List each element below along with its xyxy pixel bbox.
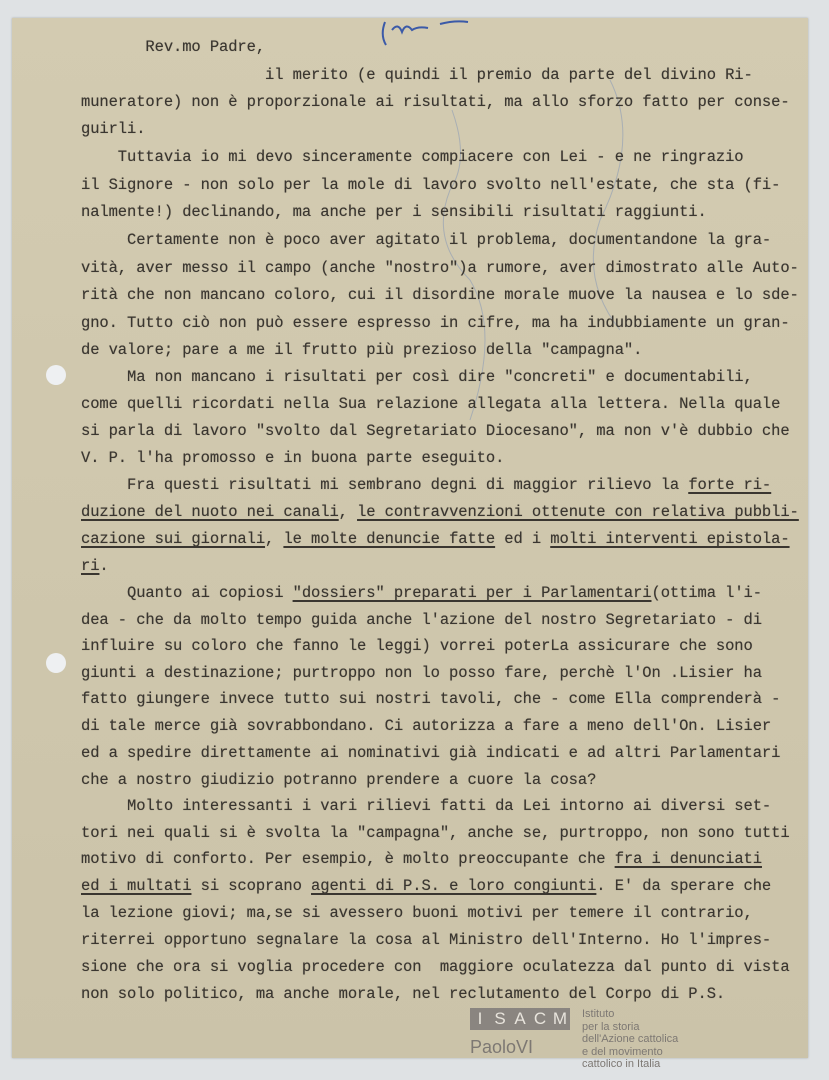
text-segment: ed i — [495, 530, 551, 548]
watermark-letter: S — [494, 1009, 506, 1028]
punch-hole — [46, 653, 66, 673]
text-line — [81, 503, 799, 521]
text-line — [81, 690, 780, 708]
text-line — [81, 341, 642, 359]
text-line — [81, 557, 109, 575]
underlined-text: agenti di P.S. e loro congiunti — [311, 877, 597, 895]
text-segment: riterrei opportuno segnalare la cosa al Ministro dell'Interno. Ho l'impres- — [81, 931, 772, 949]
text-line — [81, 637, 753, 655]
text-segment: muneratore) non è proporzionale ai risultati, ma allo sforzo fatto per conse- — [81, 93, 790, 111]
text-line — [81, 985, 725, 1003]
text-line — [81, 877, 771, 895]
text-line — [81, 148, 744, 166]
watermark-text-line: per la storia — [582, 1020, 640, 1033]
text-line — [81, 203, 707, 221]
text-segment: . E' da sperare che — [596, 877, 772, 895]
underlined-text: duzione del nuoto nei canali — [81, 503, 339, 521]
text-line — [81, 717, 771, 735]
watermark-text-line: Istituto — [582, 1008, 615, 1020]
text-segment: de valore; pare a me il frutto più prezioso della "campagna". — [81, 341, 643, 359]
text-line — [81, 664, 762, 682]
text-line — [81, 530, 790, 548]
text-segment: la lezione giovi; ma,se si avessero buoni motivi per temere il contrario, — [81, 904, 753, 922]
text-line — [81, 958, 790, 976]
text-segment: (ottima l'i- — [651, 584, 762, 602]
text-line — [81, 904, 753, 922]
text-segment: Molto interessanti i vari rilievi fatti da Lei intorno ai diversi set- — [81, 797, 772, 815]
watermark-text-line: cattolico in Italia — [582, 1058, 661, 1070]
text-segment: giunti a destinazione; purtroppo non lo posso fare, perchè l'On .Lisier ha — [81, 664, 762, 682]
text-segment: fatto giungere invece tutto sui nostri tavoli, che - come Ella comprenderà - — [81, 690, 781, 708]
watermark-text-line: dell'Azione cattolica — [582, 1033, 679, 1045]
text-segment: ed a spedire direttamente ai nominativi già indicati e ad altri Parlamentari — [81, 744, 781, 762]
text-line — [81, 771, 596, 789]
text-line — [81, 824, 790, 842]
text-segment: . — [99, 557, 109, 575]
underlined-text: le contravvenzioni ottenute con relativa pubbli- — [357, 503, 799, 521]
text-line — [81, 422, 790, 440]
text-segment: Quanto ai copiosi — [81, 584, 293, 602]
text-segment: motivo di conforto. Per esempio, è molto preoccupante che — [81, 850, 615, 868]
text-line — [81, 476, 771, 494]
text-segment: Fra questi risultati mi sembrano degni di maggior rilievo la — [81, 476, 689, 494]
text-line — [81, 850, 762, 868]
text-segment: Certamente non è poco aver agitato il problema, documentandone la gra- — [81, 231, 772, 249]
text-segment: Ma non mancano i risultati per così dire "concreti" e documentabili, — [81, 368, 753, 386]
watermark-letter: A — [514, 1009, 526, 1028]
underlined-text: forte ri- — [688, 476, 772, 494]
text-line — [81, 66, 753, 84]
text-segment: dea - che da molto tempo guida anche l'azione del nostro Segretariato - di — [81, 611, 762, 629]
watermark-letter: M — [552, 1009, 568, 1028]
text-segment: Rev.mo Padre, — [81, 38, 266, 56]
text-line — [81, 797, 771, 815]
text-segment: , — [338, 503, 358, 521]
punch-hole — [46, 365, 66, 385]
text-line — [81, 176, 780, 194]
watermark-letters — [470, 1008, 570, 1030]
underlined-text: ri — [81, 557, 100, 575]
text-line — [81, 38, 265, 56]
text-segment: nalmente!) declinando, ma anche per i sensibili risultati raggiunti. — [81, 203, 707, 221]
text-line — [81, 259, 799, 277]
text-segment: non solo politico, ma anche morale, nel reclutamento del Corpo di P.S. — [81, 985, 726, 1003]
text-segment: di tale merce già sovrabbondano. Ci autorizza a fare a meno dell'On. Lisier — [81, 717, 772, 735]
text-line — [81, 368, 753, 386]
underlined-text: molti interventi epistola- — [550, 530, 790, 548]
text-segment: guirli. — [81, 120, 146, 138]
text-line — [81, 231, 771, 249]
text-line — [81, 314, 790, 332]
text-segment: rità che non mancano coloro, cui il disordine morale muove la nausea e lo sde- — [81, 286, 799, 304]
text-line — [81, 931, 771, 949]
underlined-text: "dossiers" preparati per i Parlamentari — [292, 584, 652, 602]
text-segment: influire su coloro che fanno le leggi) vorrei poterLa assicurare che sono — [81, 637, 753, 655]
underlined-text: ed i multati — [81, 877, 192, 895]
text-segment: gno. Tutto ciò non può essere espresso in cifre, ma ha indubbiamente un gran- — [81, 314, 790, 332]
text-segment: si scoprano — [191, 877, 312, 895]
text-line — [81, 395, 780, 413]
text-segment: Tuttavia io mi devo sinceramente compiacere con Lei - e ne ringrazio — [81, 148, 744, 166]
text-segment: vità, aver messo il campo (anche "nostro")a rumore, aver dimostrato alle Auto- — [81, 259, 799, 277]
watermark-signature: PaoloVI — [470, 1037, 534, 1057]
watermark-text — [582, 1008, 678, 1071]
text-line — [81, 93, 790, 111]
text-segment: che a nostro giudizio potranno prendere a cuore la cosa? — [81, 771, 597, 789]
text-segment: il Signore - non solo per la mole di lavoro svolto nell'estate, che sta (fi- — [81, 176, 781, 194]
text-segment: si parla di lavoro "svolto dal Segretariato Diocesano", ma non v'è dubbio che — [81, 422, 790, 440]
text-segment: il merito (e quindi il premio da parte del divino Ri- — [81, 66, 753, 84]
text-segment: come quelli ricordati nella Sua relazione allegata alla lettera. Nella quale — [81, 395, 781, 413]
text-line — [81, 611, 762, 629]
text-segment: , — [265, 530, 284, 548]
text-line — [81, 744, 780, 762]
text-segment: tori nei quali si è svolta la "campagna", anche se, purtroppo, non sono tutti — [81, 824, 790, 842]
text-line — [81, 120, 145, 138]
text-line — [81, 584, 762, 602]
text-segment: sione che ora si voglia procedere con maggiore oculatezza dal punto di vista — [81, 958, 790, 976]
underlined-text: fra i denunciati — [614, 850, 762, 868]
text-segment: V. P. l'ha promosso e in buona parte eseguito. — [81, 449, 505, 467]
watermark-letter: C — [533, 1009, 547, 1028]
watermark-letter: I — [477, 1009, 483, 1028]
watermark-text-line: e del movimento — [582, 1045, 663, 1058]
isacem-paolo-vi-watermark — [470, 1008, 770, 1074]
text-line — [81, 449, 504, 467]
text-line — [81, 286, 799, 304]
underlined-text: le molte denuncie fatte — [283, 530, 496, 548]
underlined-text: cazione sui giornali — [81, 530, 266, 548]
